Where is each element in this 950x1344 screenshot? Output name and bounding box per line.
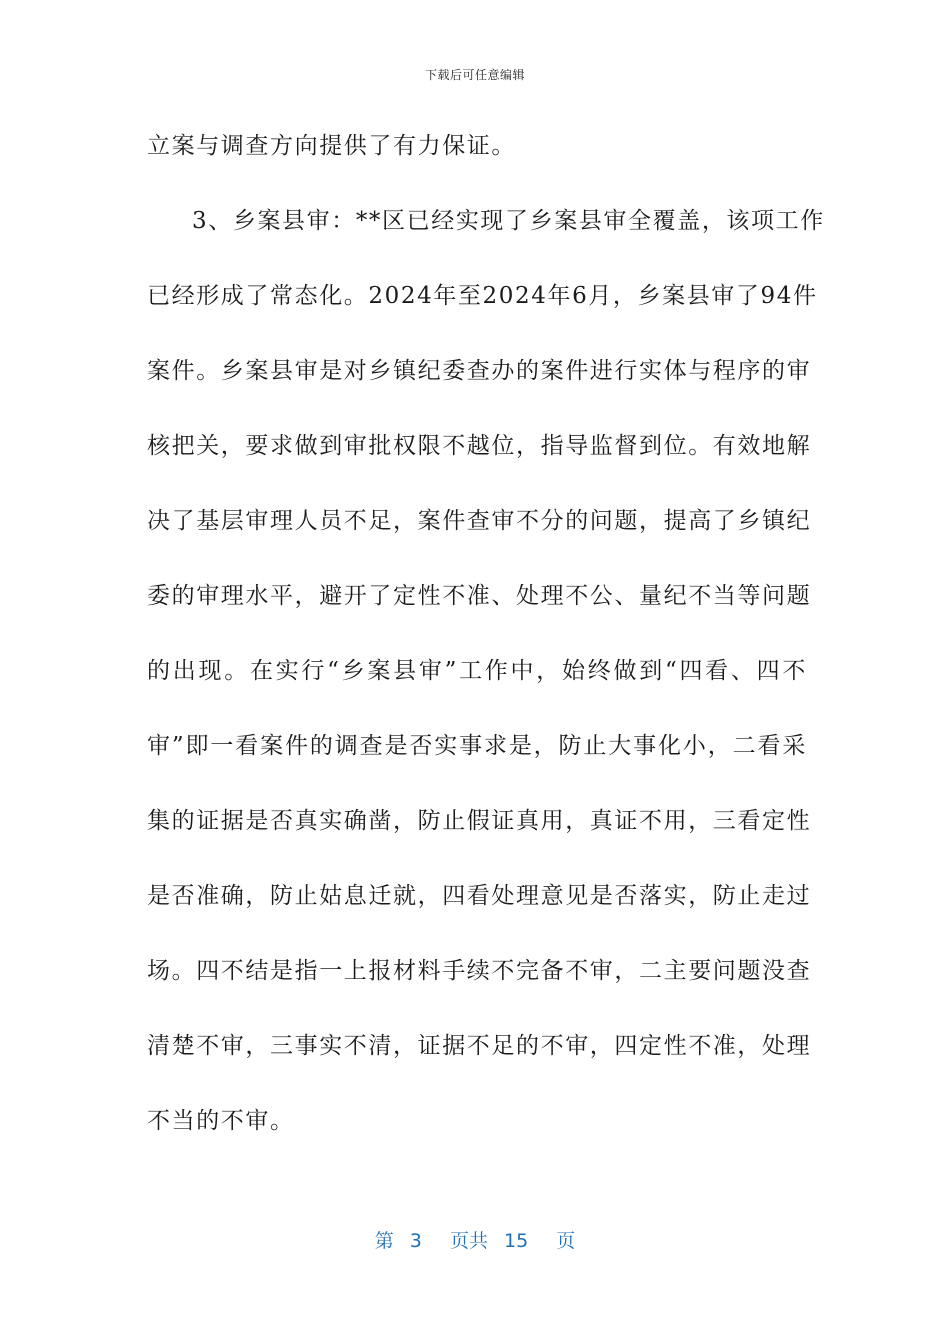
- paragraph-line: 审”即一看案件的调查是否实事求是，防止大事化小，二看采: [147, 733, 807, 759]
- paragraph-line: 集的证据是否真实确凿，防止假证真用，真证不用，三看定性: [147, 808, 812, 834]
- paragraph-line: 场。四不结是指一上报材料手续不完备不审，二主要问题没查: [147, 958, 812, 984]
- footer-total-pages: 15: [504, 1230, 529, 1252]
- paragraph-line: 立案与调查方向提供了有力保证。: [147, 133, 516, 159]
- paragraph-line: 不当的不审。: [147, 1108, 295, 1134]
- footer-label-end: 页: [556, 1230, 576, 1252]
- page-header: 下载后可任意编辑: [424, 68, 525, 82]
- paragraph-line: 的出现。在实行“乡案县审”工作中，始终做到“四看、四不: [147, 658, 807, 684]
- paragraph-line: 核把关，要求做到审批权限不越位，指导监督到位。有效地解: [147, 433, 812, 459]
- paragraph-line: 3、乡案县审：**区已经实现了乡案县审全覆盖，该项工作: [192, 208, 825, 234]
- footer-label-of: 页共: [449, 1230, 488, 1252]
- paragraph-line: 决了基层审理人员不足，案件查审不分的问题，提高了乡镇纪: [147, 508, 812, 534]
- footer-current-page: 3: [409, 1230, 422, 1252]
- paragraph-line: 案件。乡案县审是对乡镇纪委查办的案件进行实体与程序的审: [147, 358, 812, 384]
- footer-label-page: 第: [374, 1230, 394, 1252]
- paragraph-line: 委的审理水平，避开了定性不准、处理不公、量纪不当等问题: [147, 583, 812, 609]
- paragraph-line: 是否准确，防止姑息迁就，四看处理意见是否落实，防止走过: [147, 883, 812, 909]
- paragraph-line: 已经形成了常态化。2024年至2024年6月，乡案县审了94件: [147, 283, 818, 309]
- paragraph-line: 清楚不审，三事实不清，证据不足的不审，四定性不准，处理: [147, 1033, 812, 1059]
- page-number-footer: [0, 1226, 950, 1253]
